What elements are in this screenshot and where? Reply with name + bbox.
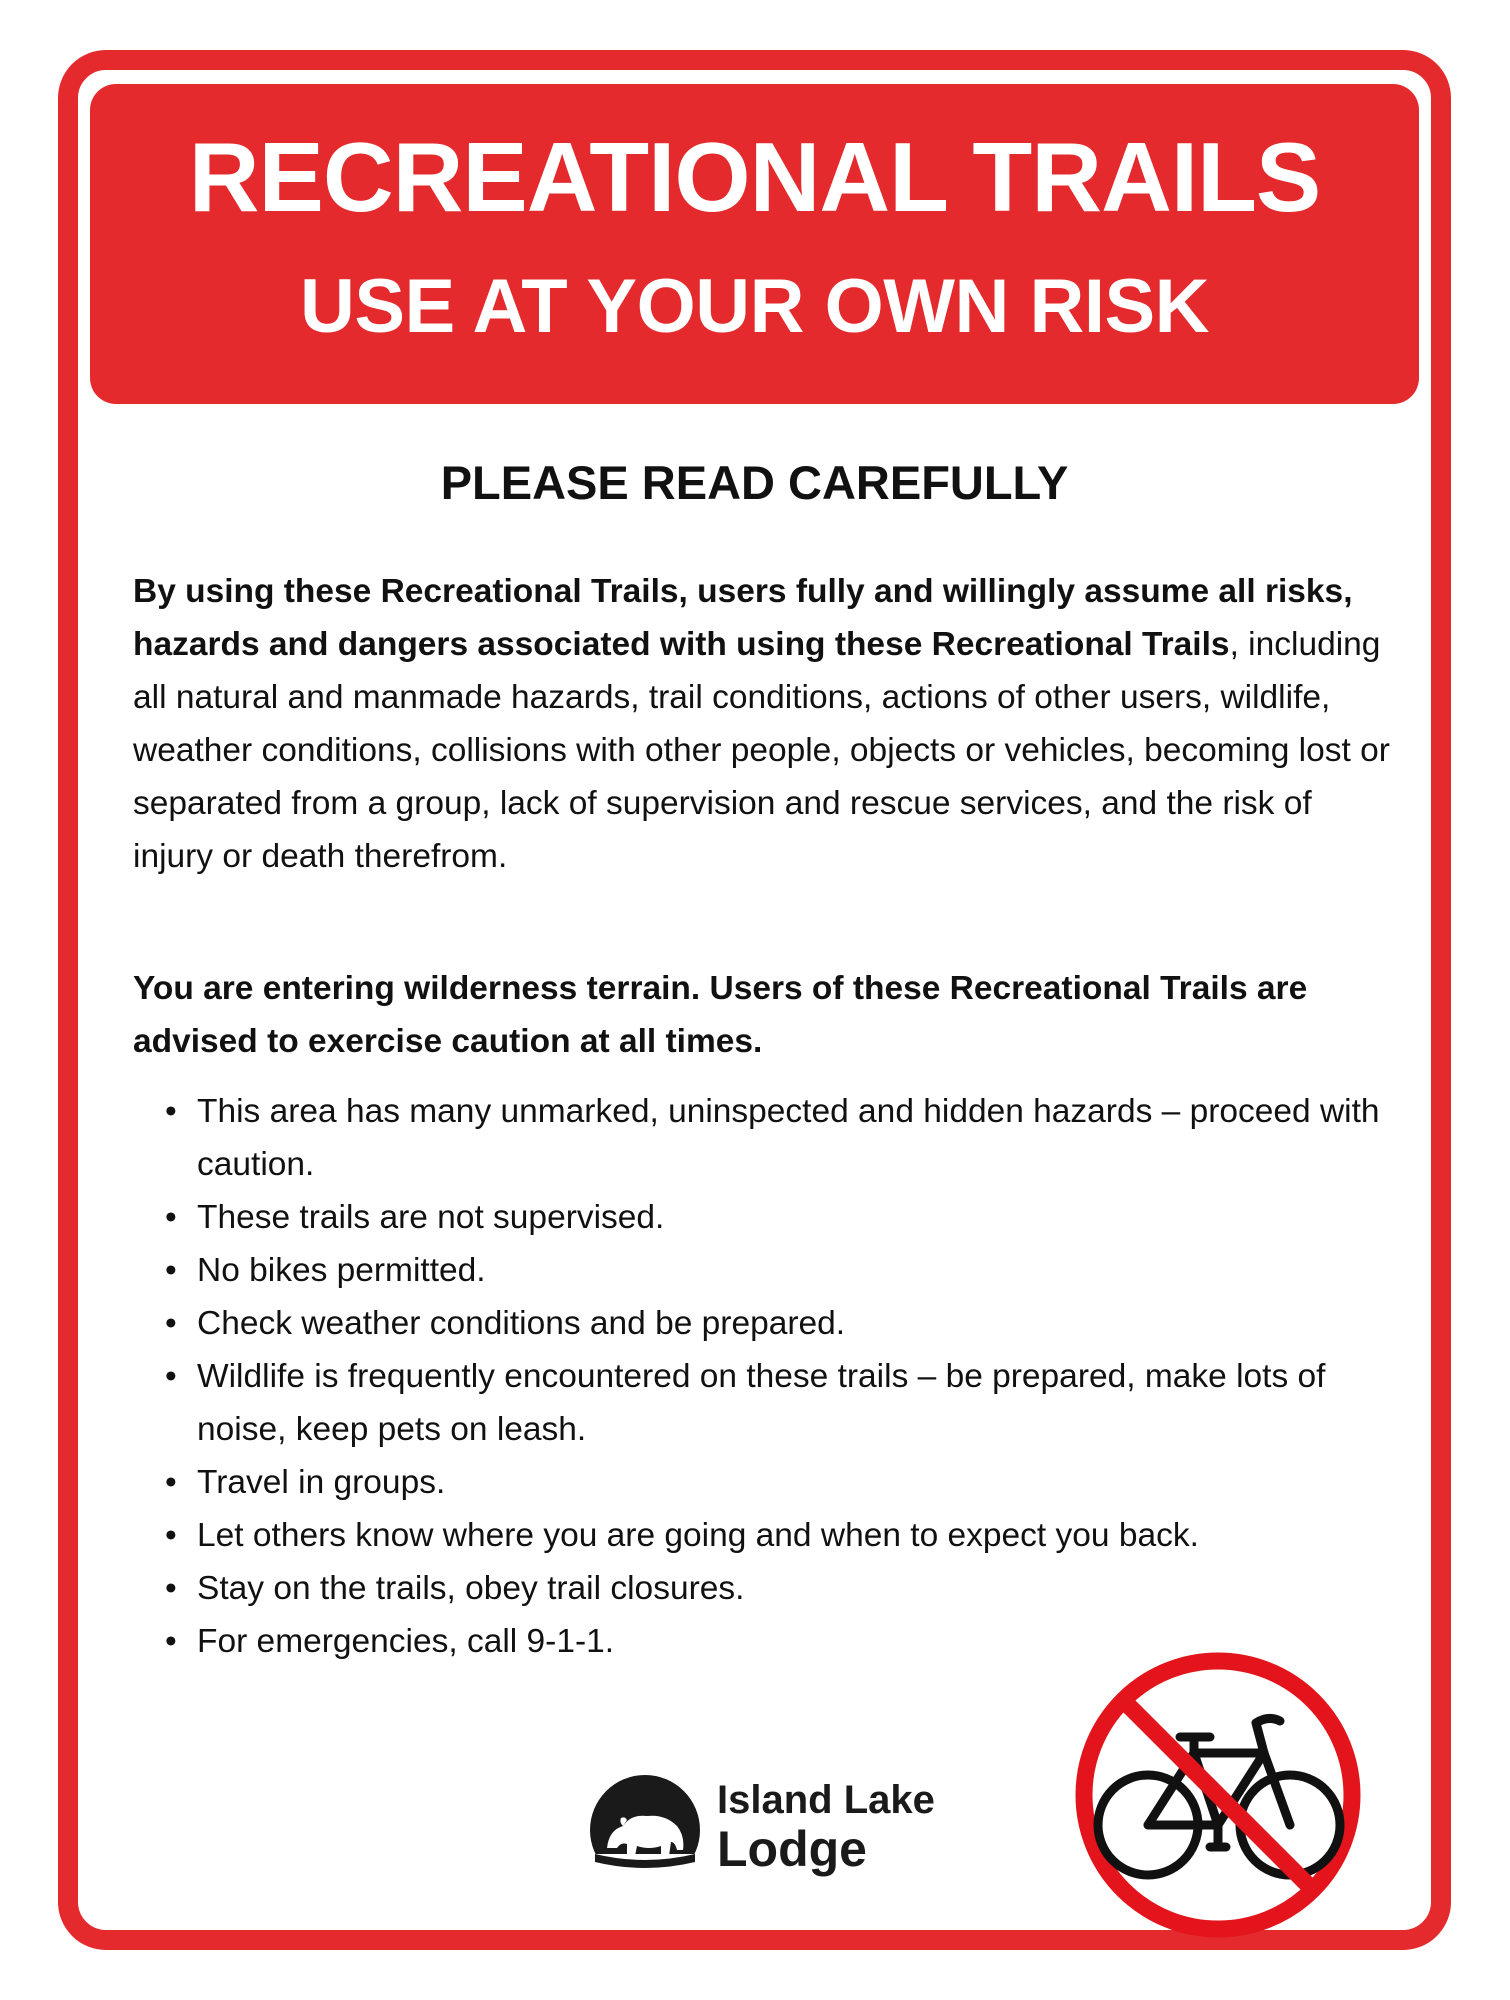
section-heading: PLEASE READ CAREFULLY (440, 456, 1069, 509)
bear-icon (585, 1770, 705, 1890)
list-item: • Let others know where you are going and when to expect you back. (133, 1509, 1403, 1562)
bullet-icon: • (165, 1570, 177, 1607)
sign-subtitle: USE AT YOUR OWN RISK (299, 264, 1210, 349)
no-bikes-icon (1068, 1645, 1368, 1945)
bullet-icon: • (165, 1305, 177, 1342)
logo-text-line2: Lodge (717, 1821, 867, 1877)
list-item: • Stay on the trails, obey trail closures. (133, 1562, 1403, 1615)
risk-paragraph-bold: By using these Recreational Trails, users fully and willingly assume all risks, hazards and dangers associated with using these Recreational Trails (133, 573, 1353, 663)
list-item: • Check weather conditions and be prepared. (133, 1297, 1403, 1350)
island-lake-lodge-logo (585, 1770, 935, 1890)
list-item: • No bikes permitted. (133, 1244, 1403, 1297)
list-item: • These trails are not supervised. (133, 1191, 1403, 1244)
bullet-icon: • (165, 1093, 177, 1130)
risk-paragraph (133, 565, 1393, 883)
caution-paragraph: You are entering wilderness terrain. Users of these Recreational Trails are advised to exercise caution at all times. (133, 970, 1308, 1060)
risk-paragraph-rest: , including all natural and manmade hazards, trail conditions, actions of other users, wildlife, weather conditions, collisions with other people, objects or vehicles, becoming lost or separated from a group, lack of supervision and rescue services, and the risk of injury or death therefrom. (133, 626, 1390, 875)
list-item: • Travel in groups. (133, 1456, 1403, 1509)
bullet-icon: • (165, 1252, 177, 1289)
bullet-icon: • (165, 1199, 177, 1236)
header-banner (90, 84, 1419, 404)
logo-text-line1: Island Lake (717, 1778, 935, 1822)
list-item: • This area has many unmarked, uninspected and hidden hazards – proceed with caution. (133, 1085, 1403, 1191)
list-item: • For emergencies, call 9-1-1. (133, 1615, 1403, 1668)
rules-list (133, 1085, 1403, 1668)
bullet-icon: • (165, 1517, 177, 1554)
bullet-icon: • (165, 1464, 177, 1501)
sign-title: RECREATIONAL TRAILS (188, 122, 1321, 232)
bullet-icon: • (165, 1358, 177, 1395)
list-item: • Wildlife is frequently encountered on these trails – be prepared, make lots of noise, keep pets on leash. (133, 1350, 1403, 1456)
bullet-icon: • (165, 1623, 177, 1660)
